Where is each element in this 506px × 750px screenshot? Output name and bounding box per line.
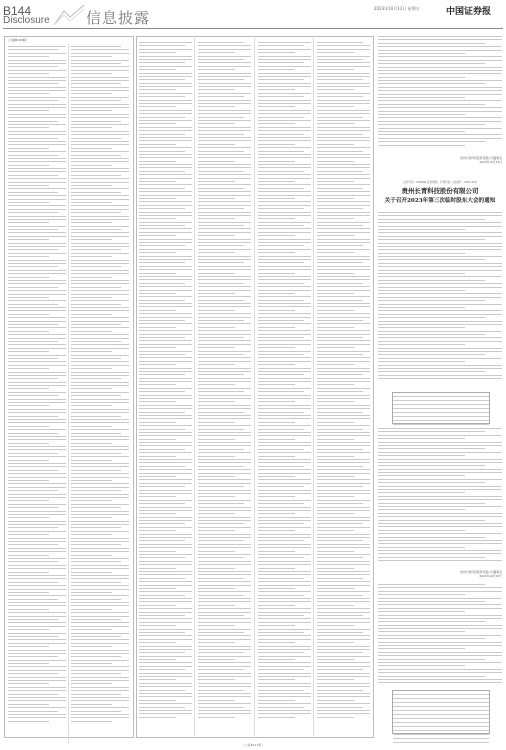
prior-signoff-board: 贵州长青科技股份有限公司董事会 (460, 156, 502, 160)
middle-divider-1 (194, 36, 195, 736)
left-box-title: （上接B143版） (6, 38, 29, 42)
middle-text-col-1 (139, 42, 192, 720)
page-number-block (3, 6, 50, 26)
page-footer: （上接B143版） (241, 743, 265, 747)
right-text-top (378, 36, 502, 148)
header-decoration-icon (52, 3, 86, 27)
middle-text-col-2 (198, 42, 251, 720)
section-english: Disclosure (3, 15, 50, 26)
middle-text-col-4 (317, 42, 370, 720)
middle-divider-2 (254, 36, 255, 736)
prior-signoff-date: 2023年10月13日 (479, 160, 502, 164)
prior-signoff (430, 156, 502, 164)
notice-signoff (430, 570, 502, 578)
issue-date: 2023年10月13日 星期五 (374, 6, 420, 11)
header-rule (3, 28, 503, 29)
notice-table-2 (392, 690, 490, 734)
notice-company-name: 贵州长青科技股份有限公司 (401, 187, 479, 195)
notice-body (378, 212, 502, 382)
page-header (0, 0, 506, 30)
left-text-col-a (8, 46, 66, 724)
middle-text-col-3 (258, 42, 311, 720)
section-title: 信息披露 (86, 9, 151, 27)
page-number: B144 (3, 4, 32, 18)
left-text-col-b (71, 46, 129, 724)
middle-divider-3 (313, 36, 314, 736)
notice-table-1 (392, 392, 490, 424)
notice-signoff-board: 贵州长青科技股份有限公司董事会 (460, 570, 502, 574)
notice-appendix (378, 584, 502, 686)
stock-code-line: 证券代码：002909 证券简称：长青科技 公告编号：2023-076 (403, 181, 477, 184)
notice-signoff-date: 2023年10月13日 (479, 574, 502, 578)
notice-heading (378, 186, 502, 204)
newspaper-name: 中国证券报 (446, 7, 492, 17)
left-column-divider (68, 44, 69, 744)
notice-title: 关于召开2023年第三次临时股东大会的通知 (384, 198, 496, 204)
notice-body-2 (378, 428, 502, 564)
